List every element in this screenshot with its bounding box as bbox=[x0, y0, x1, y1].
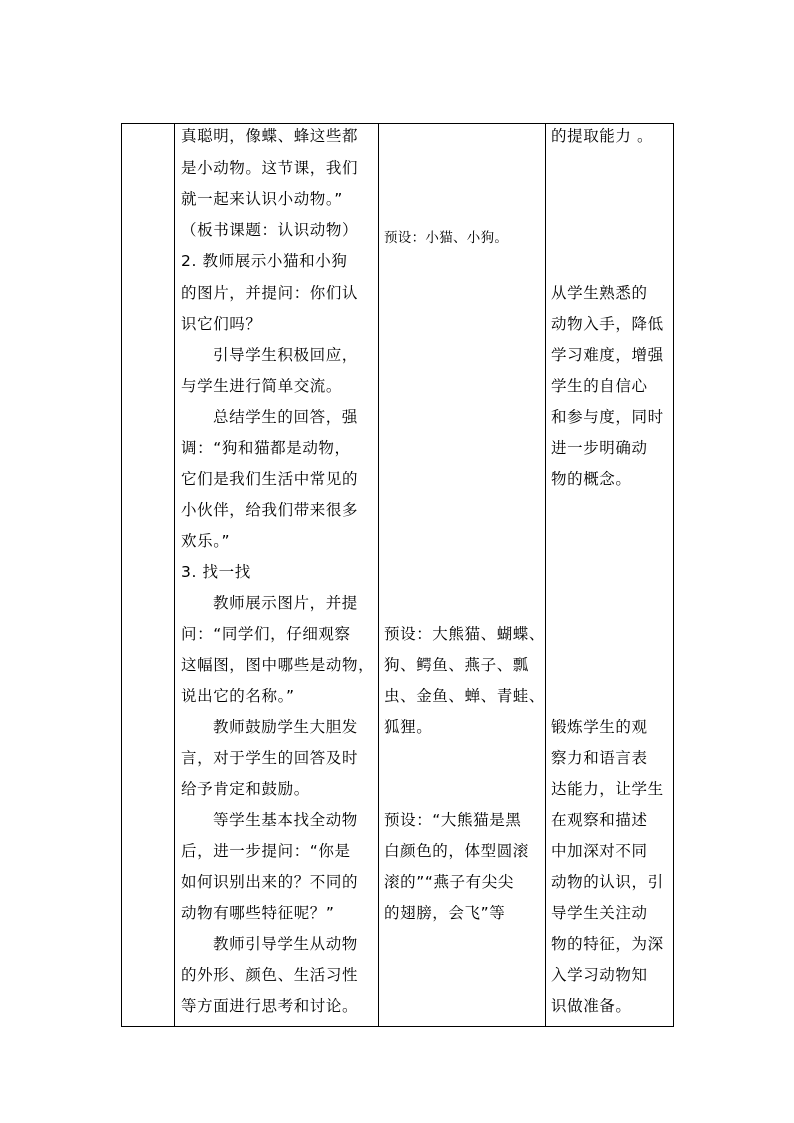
text-line: 预设：“大熊猫是黑 bbox=[384, 811, 522, 829]
text-line: 欢乐。” bbox=[181, 532, 231, 550]
text-line: 与学生进行简单交流。 bbox=[181, 377, 343, 395]
text-line: 的提取能力 。 bbox=[551, 127, 654, 145]
text-line: 进一步明确动 bbox=[551, 439, 648, 457]
text-line: 物的概念。 bbox=[551, 470, 632, 488]
text-line: 引导学生积极回应， bbox=[213, 346, 358, 364]
text-line: 物的特征，为深 bbox=[551, 935, 664, 953]
text-line: 如何识别出来的？不同的 bbox=[181, 873, 359, 891]
text-line: 滚的”“燕子有尖尖 bbox=[384, 873, 514, 891]
student-activity-cell bbox=[379, 124, 545, 1026]
design-intent-cell bbox=[546, 124, 674, 1026]
text-line: 学习难度，增强 bbox=[551, 346, 664, 364]
text-line: 动物入手，降低 bbox=[551, 315, 664, 333]
text-line: 识它们吗？ bbox=[181, 315, 262, 333]
text-line: 的图片，并提问：你们认 bbox=[181, 284, 359, 302]
stage-cell bbox=[122, 124, 174, 1026]
text-line: 虫、金鱼、蝉、青蛙、 bbox=[384, 687, 546, 705]
text-line: 教师鼓励学生大胆发 bbox=[213, 718, 358, 736]
text-line: 总结学生的回答，强 bbox=[213, 408, 358, 426]
text-line: 锻炼学生的观 bbox=[551, 718, 648, 736]
text-line: 狐狸。 bbox=[384, 718, 433, 736]
text-line: 言，对于学生的回答及时 bbox=[181, 749, 359, 767]
text-line: 预设：大熊猫、蝴蝶、 bbox=[384, 625, 546, 643]
text-line: 识做准备。 bbox=[551, 997, 632, 1015]
text-line: 狗、鳄鱼、燕子、瓢 bbox=[384, 656, 529, 674]
text-line: 等学生基本找全动物 bbox=[213, 811, 358, 829]
lesson-plan-table bbox=[121, 123, 674, 1027]
text-line: 等方面进行思考和讨论。 bbox=[181, 997, 359, 1015]
teacher-activity-cell bbox=[175, 124, 378, 1026]
text-line: （板书课题：认识动物） bbox=[181, 221, 359, 239]
text-line: 是小动物。这节课，我们 bbox=[181, 159, 359, 177]
text-line: 的外形、颜色、生活习性 bbox=[181, 966, 359, 984]
text-line: 动物有哪些特征呢？” bbox=[181, 904, 335, 922]
text-line: 导学生关注动 bbox=[551, 904, 648, 922]
text-line: 达能力，让学生 bbox=[551, 780, 664, 798]
text-line: 预设：小猫、小狗。 bbox=[384, 230, 509, 246]
text-line: 学生的自信心 bbox=[551, 377, 648, 395]
text-line: 它们是我们生活中常见的 bbox=[181, 470, 359, 488]
text-line: 察力和语言表 bbox=[551, 749, 648, 767]
text-line: 2. 教师展示小猫和小狗 bbox=[181, 252, 348, 270]
text-line: 教师引导学生从动物 bbox=[213, 935, 358, 953]
text-line: 说出它的名称。” bbox=[181, 687, 295, 705]
text-line: 入学习动物知 bbox=[551, 966, 648, 984]
text-line: 从学生熟悉的 bbox=[551, 284, 648, 302]
text-line: 中加深对不同 bbox=[551, 842, 648, 860]
text-line: 和参与度，同时 bbox=[551, 408, 664, 426]
text-line: 真聪明，像蝶、蜂这些都 bbox=[181, 127, 359, 145]
text-line: 在观察和描述 bbox=[551, 811, 648, 829]
text-line: 问：“同学们，仔细观察 bbox=[181, 625, 351, 643]
text-line: 这幅图，图中哪些是动物， bbox=[181, 656, 375, 674]
text-line: 就一起来认识小动物。” bbox=[181, 190, 343, 208]
text-line: 给予肯定和鼓励。 bbox=[181, 780, 310, 798]
text-line: 教师展示图片，并提 bbox=[213, 594, 358, 612]
text-line: 3. 找一找 bbox=[181, 563, 251, 581]
text-line: 小伙伴，给我们带来很多 bbox=[181, 501, 359, 519]
text-line: 的翅膀，会飞”等 bbox=[384, 904, 506, 922]
text-line: 动物的认识，引 bbox=[551, 873, 664, 891]
text-line: 白颜色的，体型圆滚 bbox=[384, 842, 529, 860]
text-line: 调：“狗和猫都是动物， bbox=[181, 439, 351, 457]
text-line: 后，进一步提问：“你是 bbox=[181, 842, 351, 860]
